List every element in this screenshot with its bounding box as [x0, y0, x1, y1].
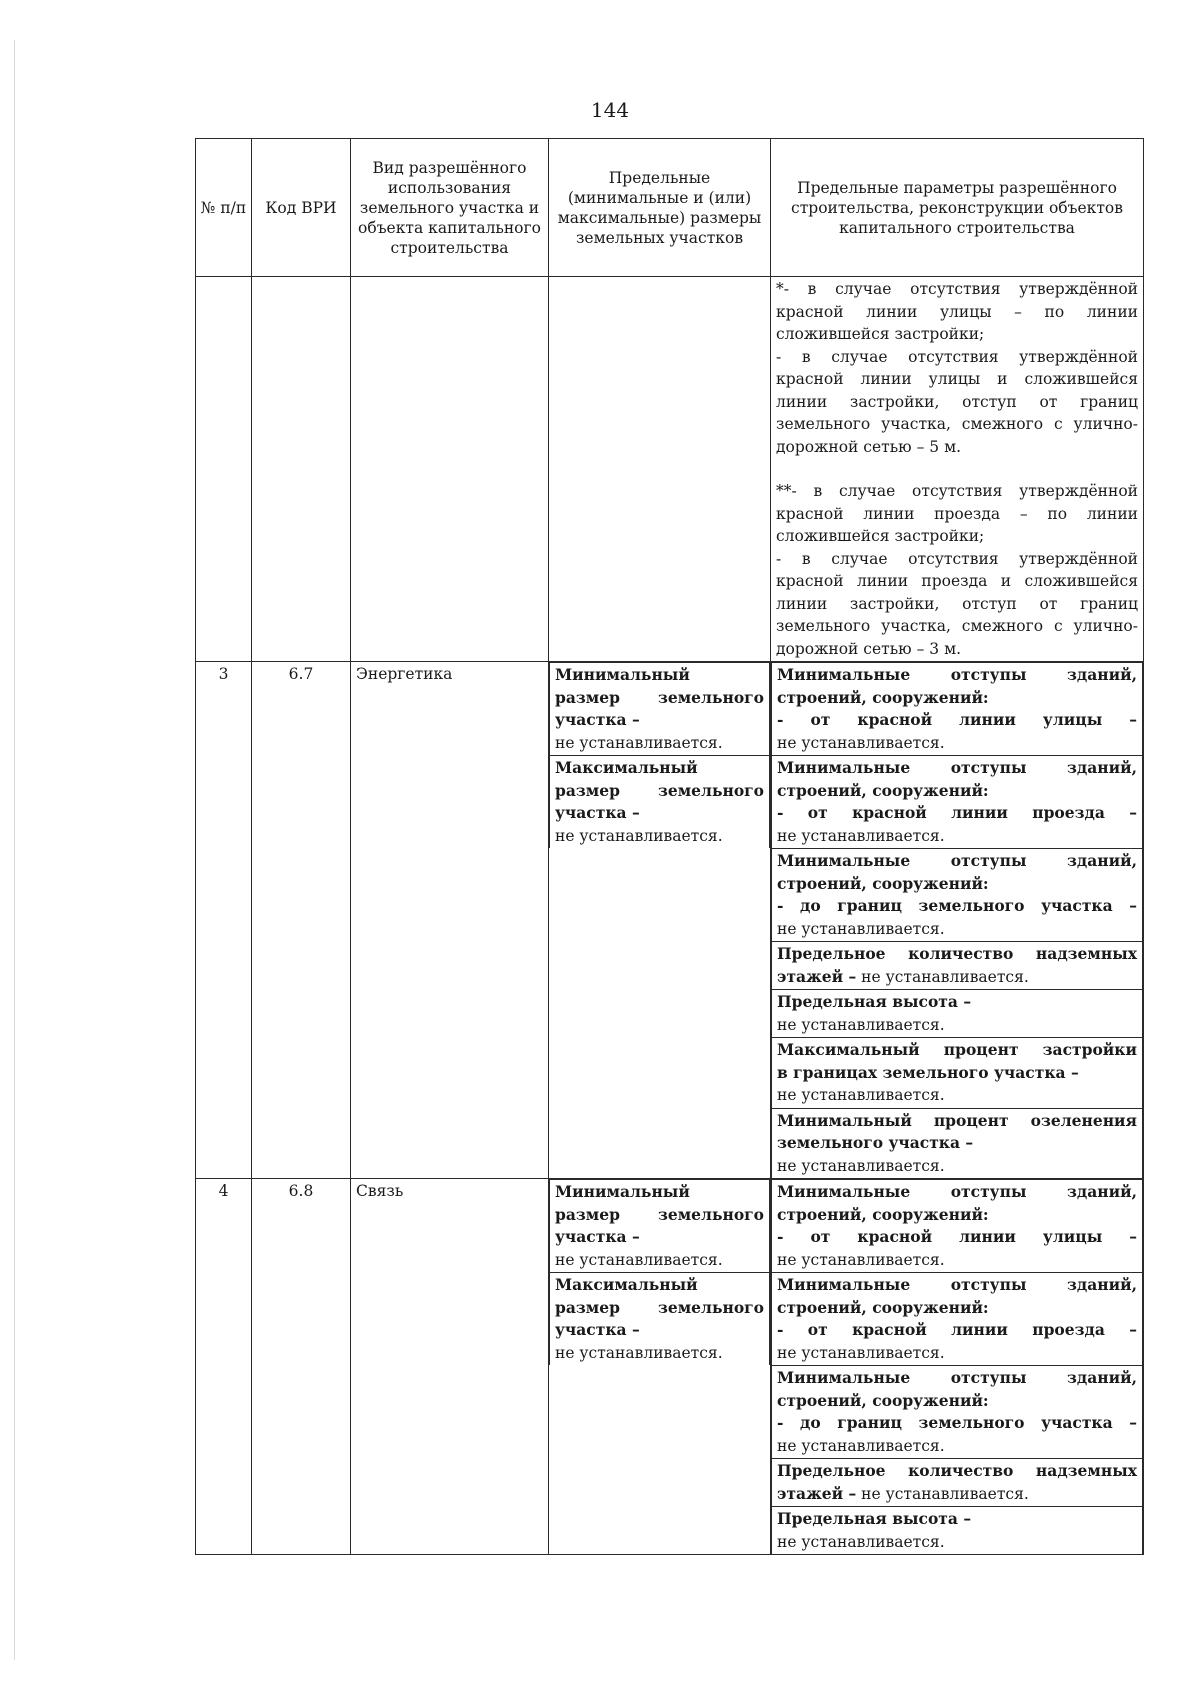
row3-code: 6.7: [252, 662, 351, 1179]
row3-greenery: Минимальный процент озеленения земельного участка – не устанавливается.: [772, 1108, 1143, 1178]
page-number: 144: [590, 98, 630, 122]
header-code: Код ВРИ: [252, 139, 351, 277]
table-header-row: [196, 139, 1144, 277]
row4-use: Связь: [351, 1179, 549, 1555]
row3-num: 3: [196, 662, 252, 1179]
footnote-2: **- в случае отсутствия утверждённой красной линии проезда – по линии сложившейся застройки; - в случае отсутствия утверждённой красной линии проезда и сложившейся линии застройки, отступ от границ земельного участка, смежного с улично- дорожной сетью – 3 м.: [776, 482, 1138, 658]
footnotes-cell: [771, 277, 1144, 662]
row3-setback-street: Минимальные отступы зданий, строений, сооружений: - от красной линии улицы – не устанавливается.: [772, 663, 1143, 756]
row4-setback-street: Минимальные отступы зданий, строений, сооружений: - от красной линии улицы – не устанавливается.: [772, 1180, 1143, 1273]
header-params: Предельные параметры разрешённого строительства, реконструкции объектов капитального строительства: [771, 139, 1144, 277]
continuation-row: [196, 277, 1144, 662]
table-row-3: [196, 662, 1144, 1179]
row3-size-cell: [549, 662, 771, 1179]
row3-min-size: Минимальный размер земельного участка – не устанавливается.: [550, 663, 770, 756]
header-num: № п/п: [196, 139, 252, 277]
row4-num: 4: [196, 1179, 252, 1555]
header-use: Вид разрешённого использования земельного участка и объекта капитального строительства: [351, 139, 549, 277]
row3-height: Предельная высота – не устанавливается.: [772, 990, 1143, 1038]
row4-params-cell: [771, 1179, 1144, 1555]
row3-floors: Предельное количество надземных этажей – не устанавливается.: [772, 942, 1143, 990]
header-size: Предельные (минимальные и (или) максимальные) размеры земельных участков: [549, 139, 771, 277]
land-use-table: [195, 138, 1144, 1555]
row4-max-size: Максимальный размер земельного участка – не устанавливается.: [550, 1273, 770, 1366]
row4-height: Предельная высота – не устанавливается.: [772, 1507, 1143, 1555]
row3-setback-driveway: Минимальные отступы зданий, строений, сооружений: - от красной линии проезда – не устанавливается.: [772, 756, 1143, 849]
row4-min-size: Минимальный размер земельного участка – не устанавливается.: [550, 1180, 770, 1273]
row4-setback-boundary: Минимальные отступы зданий, строений, сооружений: - до границ земельного участка – не устанавливается.: [772, 1366, 1143, 1459]
row3-max-size: Максимальный размер земельного участка – не устанавливается.: [550, 756, 770, 849]
footnote-1: *- в случае отсутствия утверждённой красной линии улицы – по линии сложившейся застройки; - в случае отсутствия утверждённой красной линии улицы и сложившейся линии застройки, отступ от границ земельного участка, смежного с улично- дорожной сетью – 5 м.: [776, 280, 1138, 456]
page-edge-shadow: [14, 40, 15, 1660]
table-row-4: [196, 1179, 1144, 1555]
row3-coverage: Максимальный процент застройки в границах земельного участка – не устанавливается.: [772, 1038, 1143, 1109]
row3-params-cell: [771, 662, 1144, 1179]
row4-floors: Предельное количество надземных этажей – не устанавливается.: [772, 1459, 1143, 1507]
row3-use: Энергетика: [351, 662, 549, 1179]
row3-setback-boundary: Минимальные отступы зданий, строений, сооружений: - до границ земельного участка – не устанавливается.: [772, 849, 1143, 942]
row4-setback-driveway: Минимальные отступы зданий, строений, сооружений: - от красной линии проезда – не устанавливается.: [772, 1273, 1143, 1366]
row4-code: 6.8: [252, 1179, 351, 1555]
row4-size-cell: [549, 1179, 771, 1555]
